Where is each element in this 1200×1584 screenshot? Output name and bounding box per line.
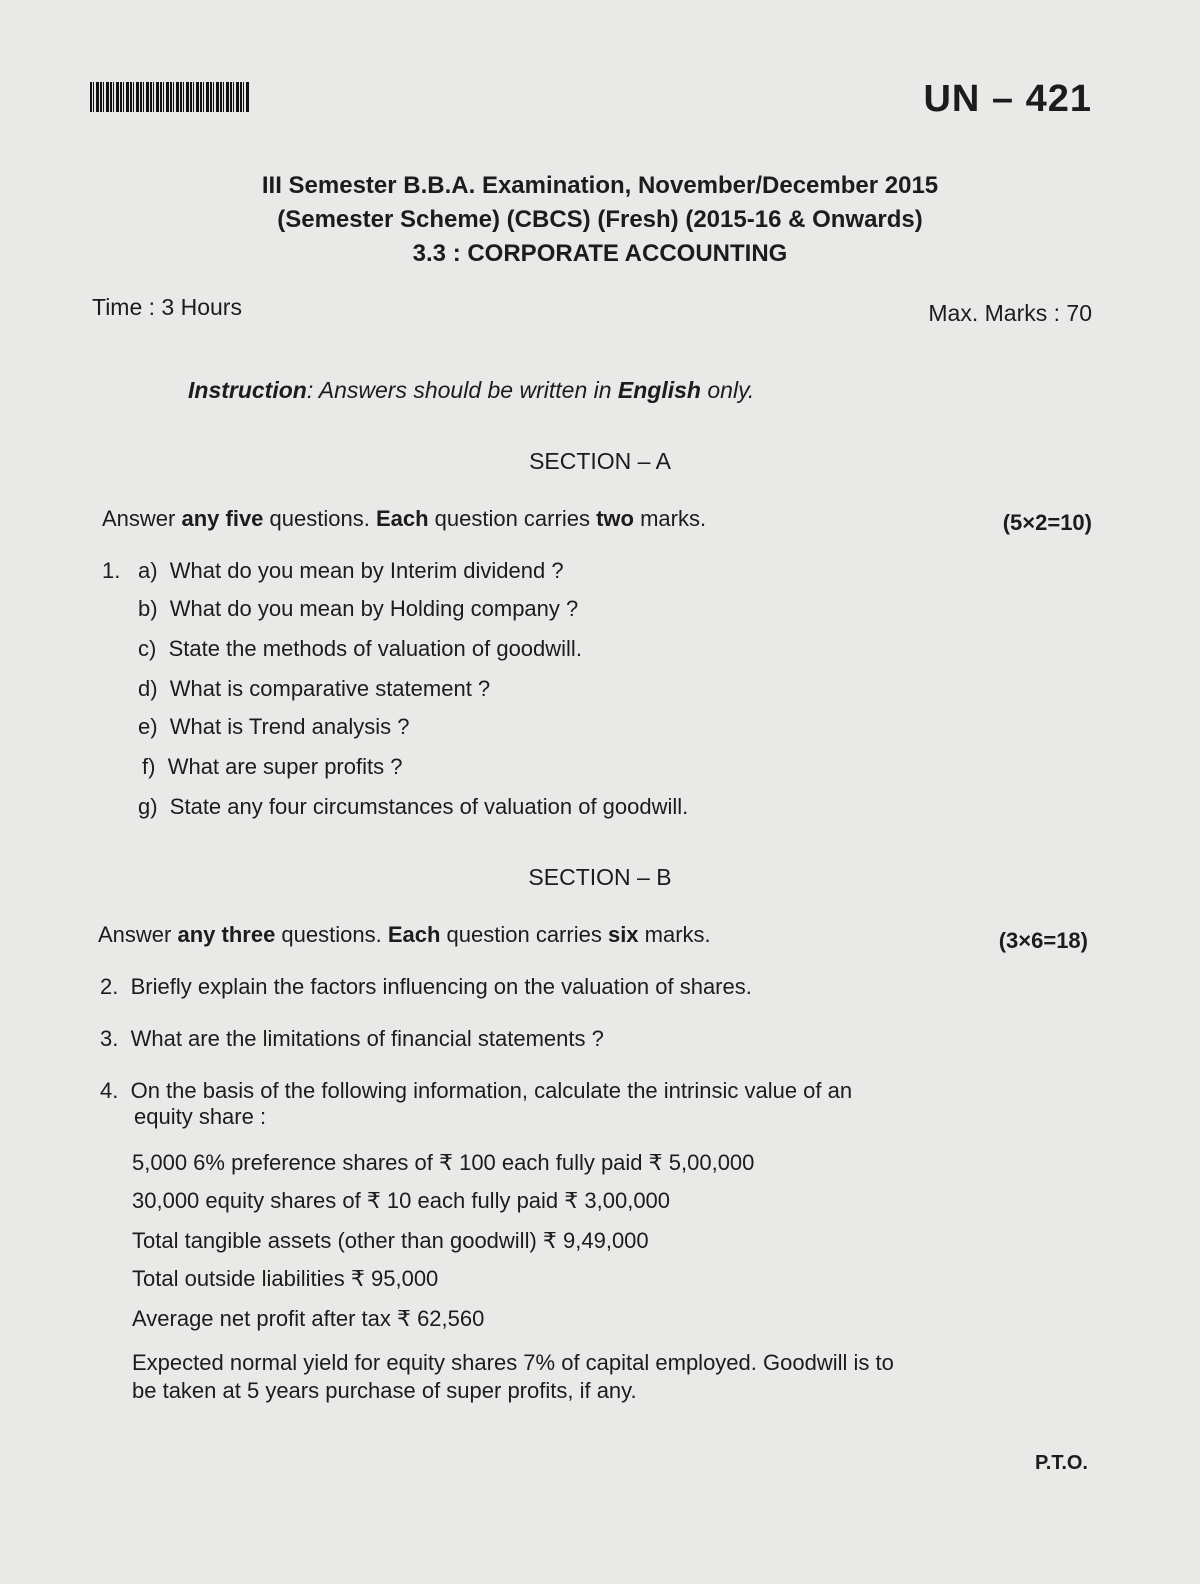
list-item: d) What is comparative statement ?: [138, 676, 491, 701]
section-b-marks: (3×6=18): [998, 928, 1088, 953]
data-line: Total tangible assets (other than goodwill) ₹ 9,49,000: [132, 1228, 649, 1253]
list-item: g) State any four circumstances of valuation of goodwill.: [138, 794, 689, 819]
pto-label: P.T.O.: [1035, 1452, 1088, 1474]
list-item: a) What do you mean by Interim dividend ?: [138, 558, 564, 583]
data-line: Total outside liabilities ₹ 95,000: [132, 1266, 439, 1291]
data-line: 30,000 equity shares of ₹ 10 each fully paid ₹ 3,00,000: [132, 1188, 671, 1213]
data-line: Average net profit after tax ₹ 62,560: [132, 1306, 485, 1331]
exam-title: III Semester B.B.A. Examination, November/December 2015: [261, 172, 939, 199]
exam-scheme: (Semester Scheme) (CBCS) (Fresh) (2015-16 & Onwards): [277, 206, 923, 233]
question-4: 4. On the basis of the following information, calculate the intrinsic value of an: [100, 1078, 853, 1103]
barcode: [90, 82, 250, 112]
question-number: 1.: [102, 558, 121, 583]
closing-line: be taken at 5 years purchase of super profits, if any.: [132, 1378, 637, 1403]
section-b-lead: Answer any three questions. Each question carries six marks.: [98, 922, 711, 947]
list-item: b) What do you mean by Holding company ?: [138, 596, 579, 621]
instruction-label: Instruction: [188, 377, 307, 403]
subject-title: 3.3 : CORPORATE ACCOUNTING: [412, 240, 788, 267]
data-line: 5,000 6% preference shares of ₹ 100 each fully paid ₹ 5,00,000: [132, 1150, 755, 1175]
section-a-marks: (5×2=10): [1002, 510, 1092, 535]
section-a-lead: Answer any five questions. Each question carries two marks.: [102, 506, 707, 531]
time-allowed: Time : 3 Hours: [92, 294, 242, 320]
closing-line: Expected normal yield for equity shares 7% of capital employed. Goodwill is to: [132, 1350, 894, 1375]
list-item: f) What are super profits ?: [142, 754, 403, 779]
question-4-line2: equity share :: [134, 1104, 267, 1129]
question-3: 3. What are the limitations of financial statements ?: [100, 1026, 604, 1051]
list-item: e) What is Trend analysis ?: [138, 714, 410, 739]
max-marks: Max. Marks : 70: [928, 300, 1092, 326]
section-a-title: SECTION – A: [529, 448, 671, 474]
list-item: c) State the methods of valuation of goodwill.: [138, 636, 582, 661]
section-b-title: SECTION – B: [528, 864, 672, 890]
paper-code: UN – 421: [923, 78, 1092, 120]
question-2: 2. Briefly explain the factors influencing on the valuation of shares.: [100, 974, 752, 999]
instruction: Instruction: Answers should be written in English only.: [188, 377, 755, 403]
